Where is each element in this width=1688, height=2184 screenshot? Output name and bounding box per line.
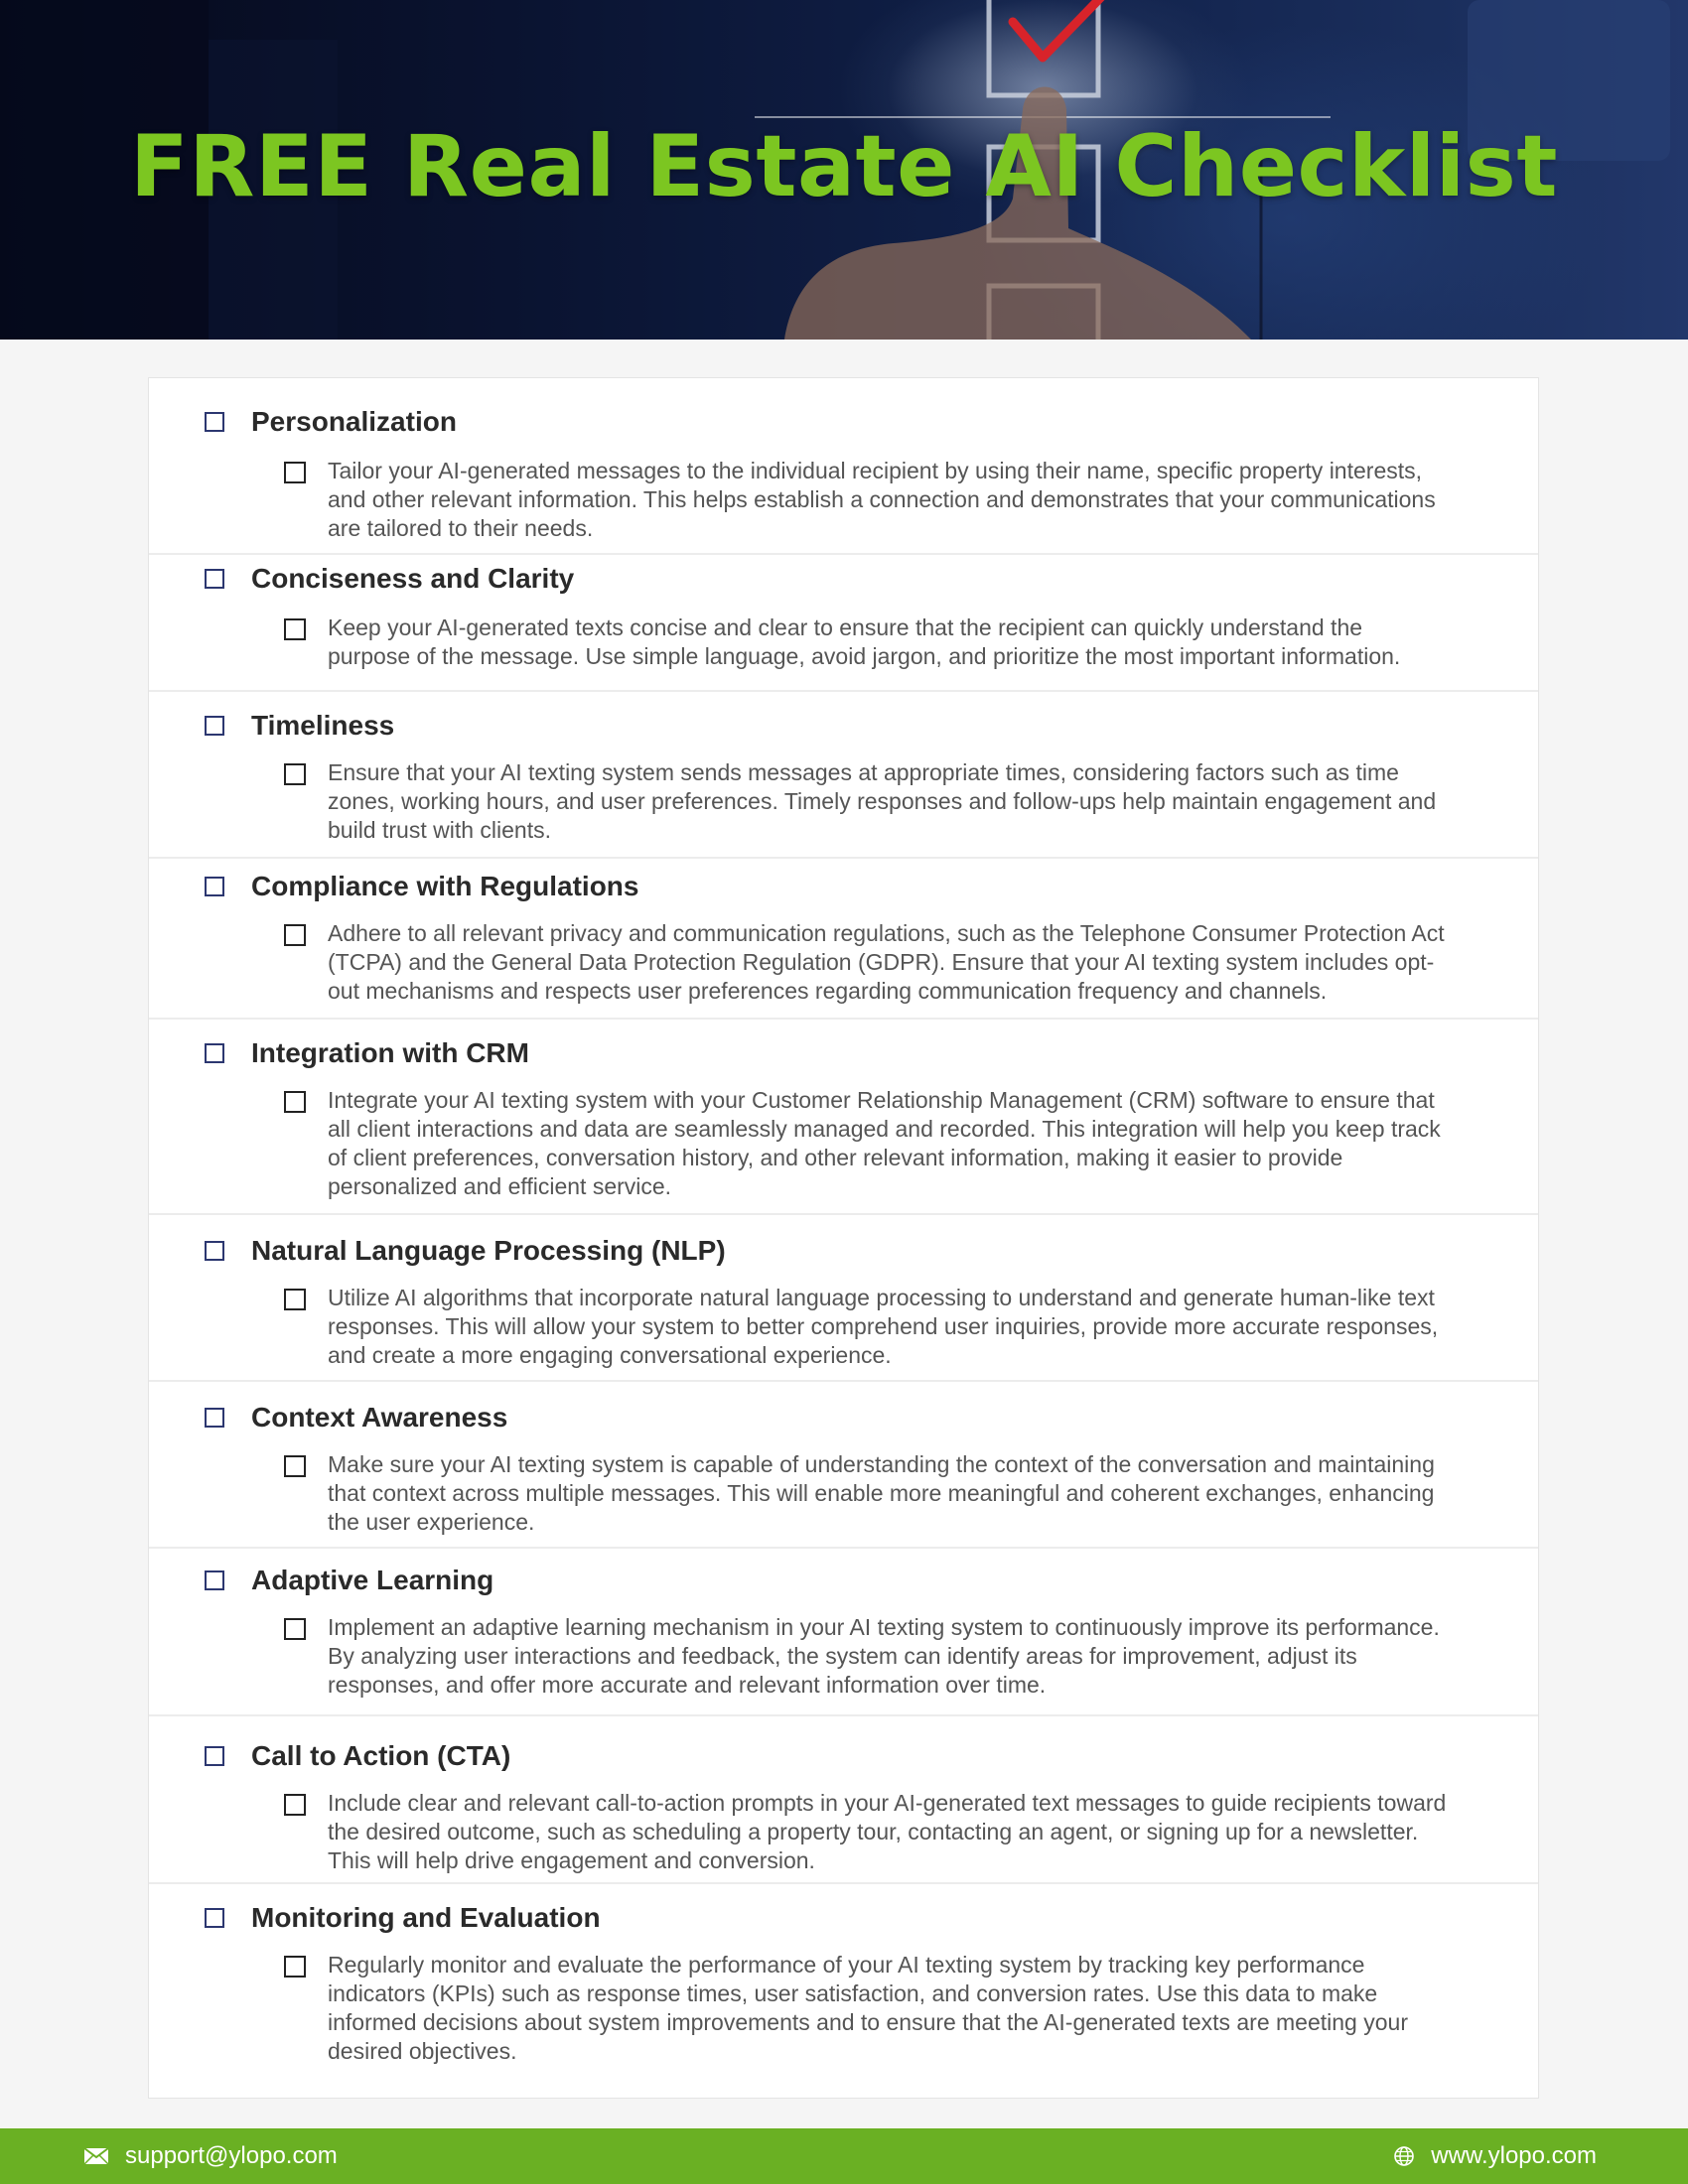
page-title: FREE Real Estate AI Checklist — [130, 117, 1558, 216]
section-checkbox[interactable] — [205, 1043, 224, 1063]
section-checkbox[interactable] — [205, 1908, 224, 1928]
section-checkbox[interactable] — [205, 1408, 224, 1428]
item-text: Tailor your AI-generated messages to the individual recipient by using their name, specific property interests, and other relevant information. This helps establish a connection and demonstrates that your communications are tailored to their needs. — [328, 458, 1436, 541]
section-title: Personalization — [251, 406, 457, 437]
item-text: Utilize AI algorithms that incorporate natural language processing to understand and generate human-like text responses. This will allow your system to better comprehend user inquiries, provide more accurate responses, and create a more engaging conversational experience. — [328, 1285, 1439, 1368]
checklist-section — [149, 378, 1538, 555]
section-title: Monitoring and Evaluation — [251, 1902, 601, 1933]
checklist-section — [149, 1020, 1538, 1215]
section-checkbox[interactable] — [205, 877, 224, 896]
footer-email-link[interactable] — [83, 2128, 338, 2184]
section-title: Timeliness — [251, 710, 395, 741]
footer-website-link[interactable] — [1393, 2128, 1597, 2184]
item-text: Make sure your AI texting system is capable of understanding the context of the conversation and maintaining that context across multiple messages. This will enable more meaningful and coherent exchanges, enhancing the user experience. — [328, 1451, 1435, 1535]
item-text: Ensure that your AI texting system sends messages at appropriate times, considering factors such as time zones, working hours, and user preferences. Timely responses and follow-ups help maintain engagement and build trust with clients. — [328, 759, 1437, 843]
envelope-icon — [83, 2146, 109, 2166]
checklist-section — [149, 859, 1538, 1020]
section-title: Natural Language Processing (NLP) — [251, 1235, 726, 1266]
footer-website: www.ylopo.com — [1431, 2142, 1597, 2169]
checklist-section — [149, 692, 1538, 859]
item-checkbox[interactable] — [284, 763, 306, 785]
checklist-section — [149, 1716, 1538, 1884]
section-checkbox[interactable] — [205, 1570, 224, 1590]
section-title: Call to Action (CTA) — [251, 1740, 511, 1771]
section-title: Conciseness and Clarity — [251, 563, 575, 594]
item-checkbox[interactable] — [284, 1091, 306, 1113]
item-checkbox[interactable] — [284, 1455, 306, 1477]
item-checkbox[interactable] — [284, 1289, 306, 1310]
section-title: Adaptive Learning — [251, 1565, 494, 1595]
section-title: Compliance with Regulations — [251, 871, 639, 901]
hero-banner — [0, 0, 1688, 340]
item-text: Regularly monitor and evaluate the performance of your AI texting system by tracking key performance indicators (KPIs) such as response times, user satisfaction, and conversion rates. Use this data to make informed decisions about system improvements and to ensure that the AI-generated texts are meeting your desired objectives. — [328, 1952, 1408, 2064]
checklist-section — [149, 1884, 1538, 2098]
item-text: Include clear and relevant call-to-action prompts in your AI-generated text messages to guide recipients toward the desired outcome, such as scheduling a property tour, contacting an agent, or signing up for a newsletter. This will help drive engagement and conversion. — [328, 1790, 1447, 1873]
item-text: Keep your AI-generated texts concise and clear to ensure that the recipient can quickly understand the purpose of the message. Use simple language, avoid jargon, and prioritize the most important information. — [328, 614, 1401, 669]
item-text: Adhere to all relevant privacy and communication regulations, such as the Telephone Consumer Protection Act (TCPA) and the General Data Protection Regulation (GDPR). Ensure that your AI texting system includes opt-out mechanisms and respects user preferences regarding communication frequency and channels. — [328, 920, 1445, 1004]
section-checkbox[interactable] — [205, 412, 224, 432]
item-checkbox[interactable] — [284, 924, 306, 946]
item-text: Implement an adaptive learning mechanism in your AI texting system to continuously improve its performance. By analyzing user interactions and feedback, the system can identify areas for improvement, adjust its responses, and offer more accurate and relevant information over time. — [328, 1614, 1440, 1698]
item-checkbox[interactable] — [284, 1956, 306, 1978]
checklist-section — [149, 555, 1538, 692]
section-checkbox[interactable] — [205, 716, 224, 736]
checklist-card — [148, 377, 1539, 2099]
footer — [0, 2128, 1688, 2184]
section-checkbox[interactable] — [205, 1241, 224, 1261]
section-title: Context Awareness — [251, 1402, 508, 1433]
item-checkbox[interactable] — [284, 618, 306, 640]
globe-icon — [1393, 2145, 1415, 2167]
red-check-icon — [1013, 0, 1102, 58]
checklist-section — [149, 1382, 1538, 1549]
section-checkbox[interactable] — [205, 569, 224, 589]
item-checkbox[interactable] — [284, 1618, 306, 1640]
section-checkbox[interactable] — [205, 1746, 224, 1766]
footer-email: support@ylopo.com — [125, 2142, 338, 2169]
item-checkbox[interactable] — [284, 1794, 306, 1816]
checklist-section — [149, 1549, 1538, 1716]
section-title: Integration with CRM — [251, 1037, 529, 1068]
item-checkbox[interactable] — [284, 462, 306, 483]
item-text: Integrate your AI texting system with your Customer Relationship Management (CRM) software to ensure that all client interactions and data are seamlessly managed and recorded. This integration will help you keep track of client preferences, conversation history, and other relevant information, making it easier to provide personalized and efficient service. — [328, 1087, 1441, 1199]
checklist-section — [149, 1215, 1538, 1382]
